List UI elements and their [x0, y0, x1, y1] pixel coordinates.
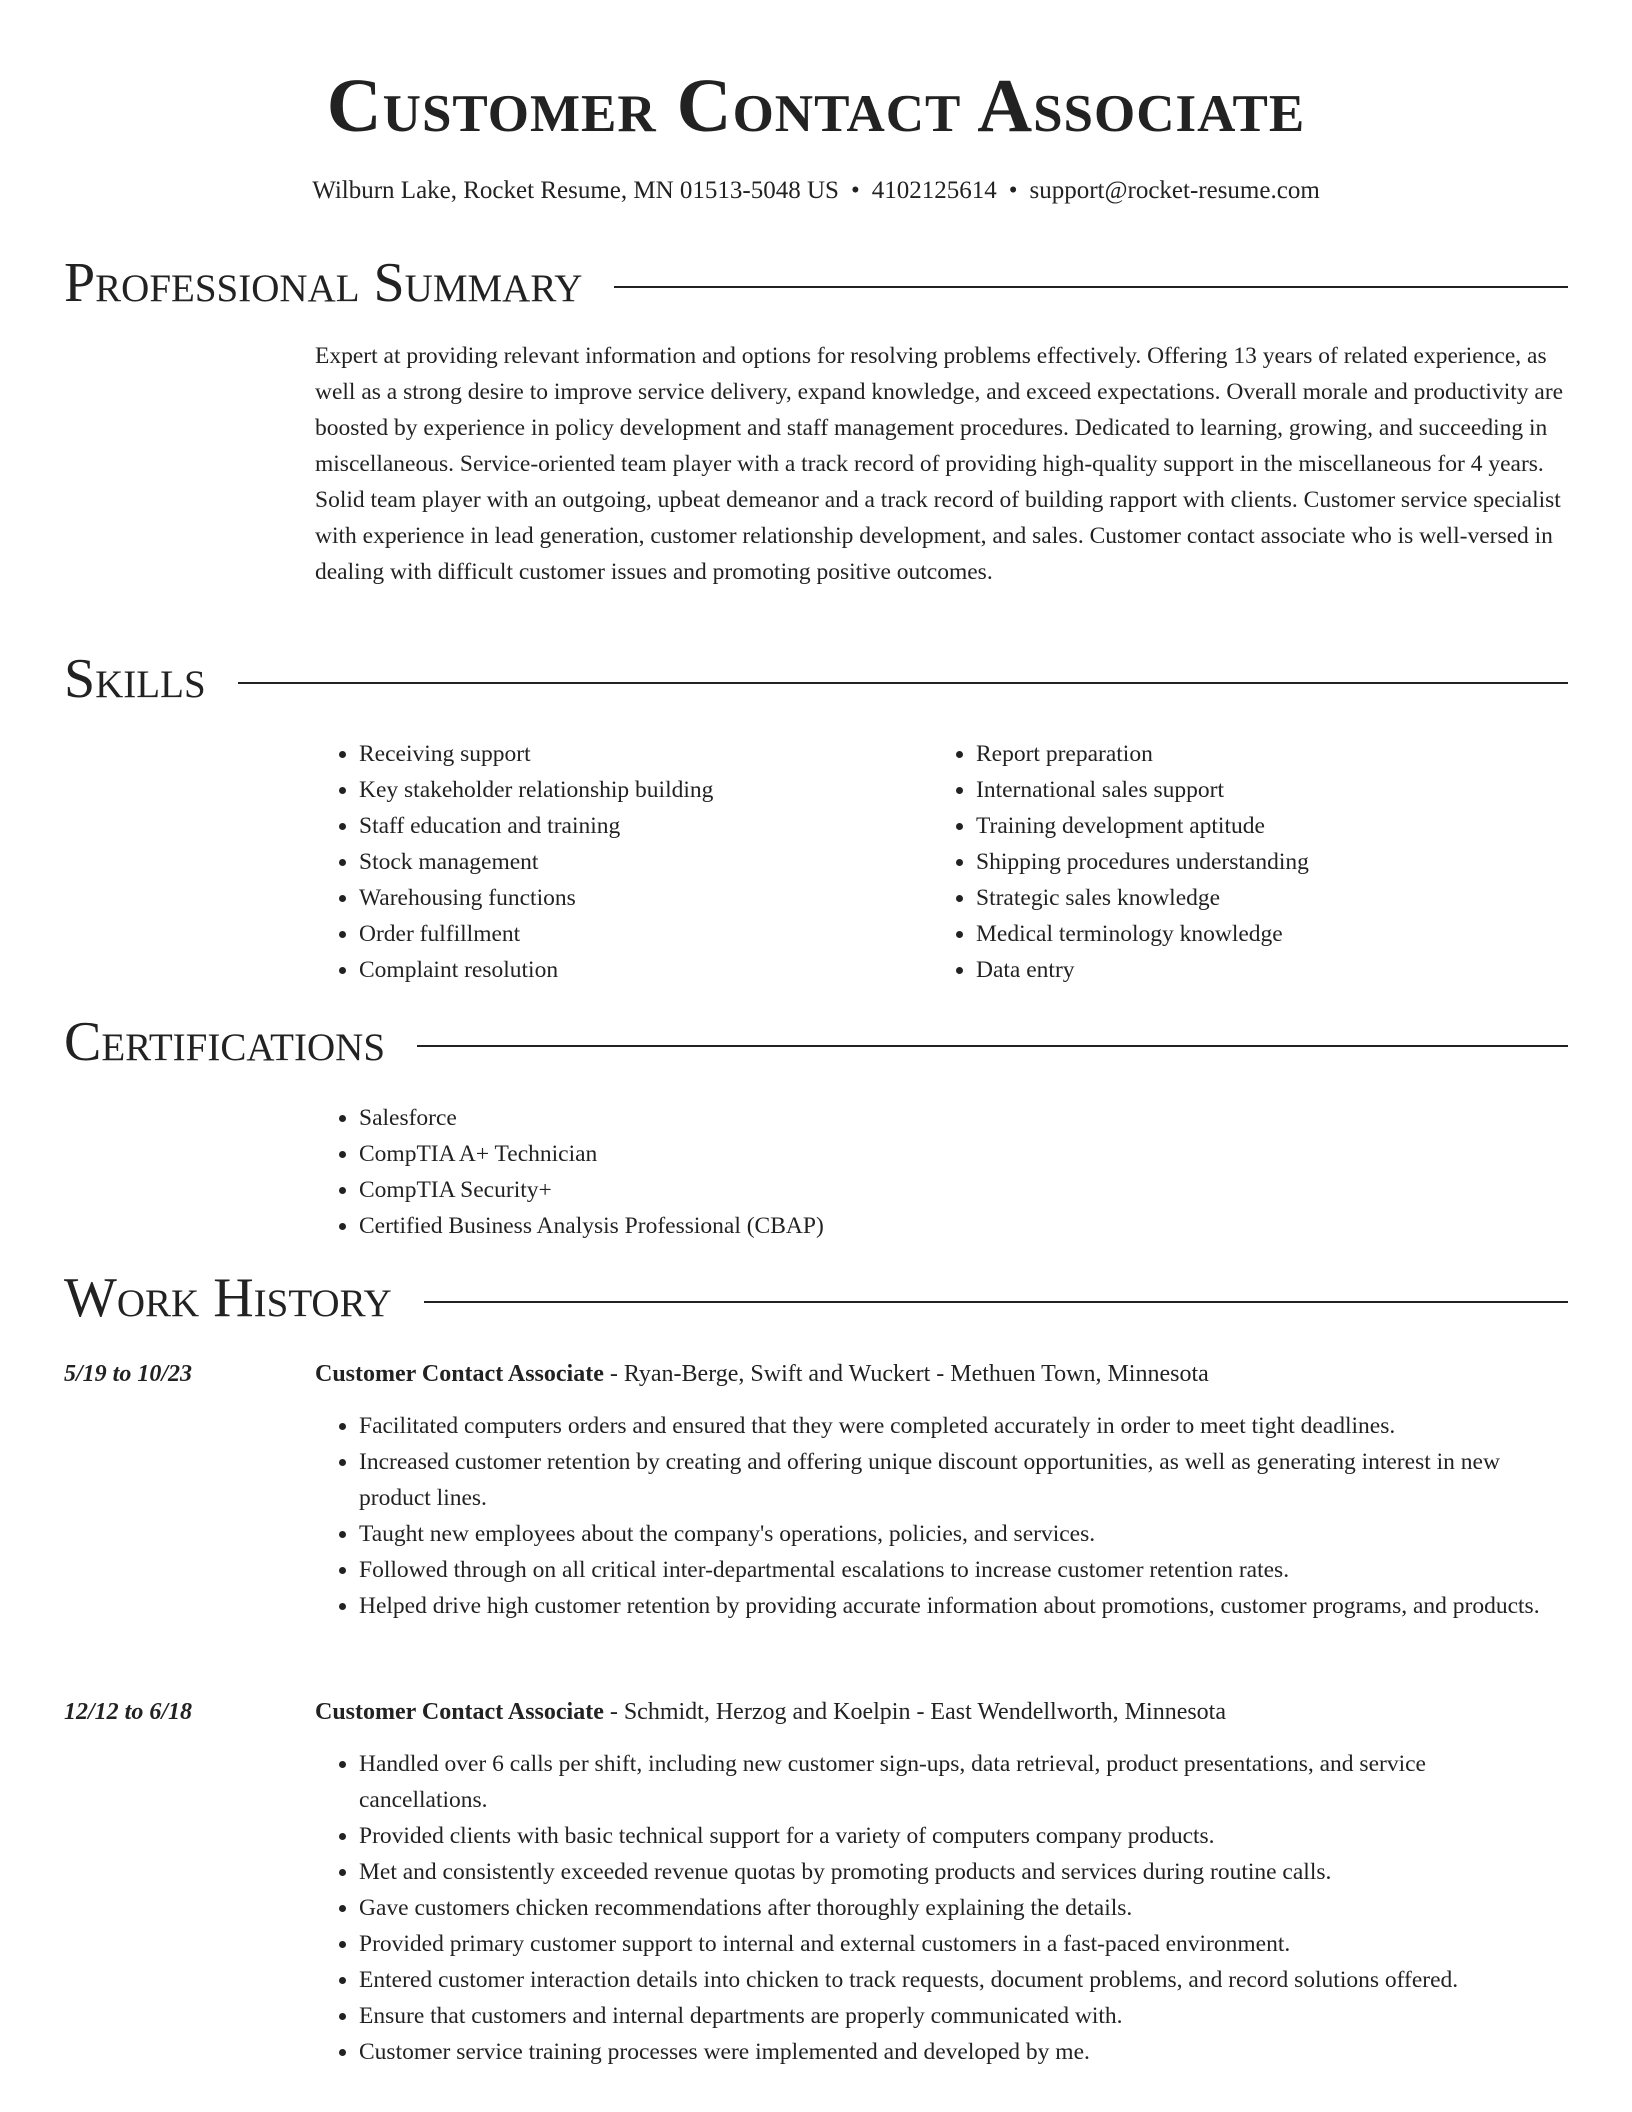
- skill-item: • Receiving support: [359, 736, 915, 772]
- job-duty: • Entered customer interaction details into chicken to track requests, document problems, and record solutions offered.: [359, 1962, 1555, 1998]
- job-duty: • Met and consistently exceeded revenue quotas by promoting products and services during routine calls.: [359, 1854, 1555, 1890]
- skill-item: • Report preparation: [976, 736, 1552, 772]
- work-history-heading: Work History: [64, 1267, 424, 1329]
- contact-separator: •: [1008, 177, 1018, 204]
- job-duty: • Handled over 6 calls per shift, including new customer sign-ups, data retrieval, product presentations, and service cancellations.: [359, 1746, 1555, 1818]
- job-duty: • Increased customer retention by creating and offering unique discount opportunities, as well as generating interest in new product lines.: [359, 1444, 1555, 1516]
- skills-list-left: [315, 736, 915, 988]
- skills-section-header: [64, 648, 1568, 710]
- certification-item: • Certified Business Analysis Professional (CBAP): [359, 1208, 1215, 1244]
- skill-item: • Key stakeholder relationship building: [359, 772, 915, 808]
- job-duty: • Taught new employees about the company's operations, policies, and services.: [359, 1516, 1555, 1552]
- job-title-line: [315, 1694, 1570, 1730]
- job-duty: • Followed through on all critical inter-departmental escalations to increase customer retention rates.: [359, 1552, 1555, 1588]
- contact-phone: 4102125614: [871, 177, 997, 204]
- contact-line: [0, 174, 1632, 208]
- summary-heading: Professional Summary: [64, 252, 614, 314]
- skill-item: • Complaint resolution: [359, 952, 915, 988]
- section-divider: [64, 682, 1568, 684]
- skill-item: • Shipping procedures understanding: [976, 844, 1552, 880]
- skills-heading: Skills: [64, 648, 238, 710]
- skill-item: • Medical terminology knowledge: [976, 916, 1552, 952]
- job-duty: • Ensure that customers and internal departments are properly communicated with.: [359, 1998, 1555, 2034]
- job-duty: • Provided clients with basic technical support for a variety of computers company products.: [359, 1818, 1555, 1854]
- job-duties-list: [315, 1746, 1555, 2070]
- contact-email: support@rocket-resume.com: [1029, 177, 1320, 204]
- job-duty: • Facilitated computers orders and ensured that they were completed accurately in order to meet tight deadlines.: [359, 1408, 1555, 1444]
- contact-separator: •: [850, 177, 860, 204]
- skill-item: • Stock management: [359, 844, 915, 880]
- skill-item: • Strategic sales knowledge: [976, 880, 1552, 916]
- skill-item: • Training development aptitude: [976, 808, 1552, 844]
- job-duty: • Helped drive high customer retention by providing accurate information about promotions, customer programs, and products.: [359, 1588, 1555, 1624]
- contact-address: Wilburn Lake, Rocket Resume, MN 01513-5048 US: [312, 177, 839, 204]
- job-duty: • Customer service training processes were implemented and developed by me.: [359, 2034, 1555, 2070]
- skill-item: • Order fulfillment: [359, 916, 915, 952]
- certifications-list: [315, 1100, 1215, 1244]
- skills-list-right: [932, 736, 1552, 988]
- skill-item: • Staff education and training: [359, 808, 915, 844]
- summary-section-header: [64, 252, 1568, 314]
- job-employer: - Schmidt, Herzog and Koelpin - East Wendellworth, Minnesota: [603, 1699, 1227, 1725]
- certification-item: • Salesforce: [359, 1100, 1215, 1136]
- resume-title: Customer Contact Associate: [326, 64, 1306, 148]
- job-dates: 12/12 to 6/18: [64, 1699, 193, 1725]
- job-duties-list: [315, 1408, 1555, 1624]
- job-dates: 5/19 to 10/23: [64, 1361, 193, 1387]
- job-title: Customer Contact Associate: [315, 1699, 604, 1725]
- summary-text: Expert at providing relevant information and options for resolving problems effectively. Offering 13 years of related experience, as well as a strong desire to improve service delivery, expand knowledge, and exceed expectations. Overall morale and productivity are boosted by experience in policy development and staff management procedures. Dedicated to learning, growing, and succeeding in miscellaneous. Service-oriented team player with a track record of providing high-quality support in the miscellaneous for 4 years. Solid team player with an outgoing, upbeat demeanor and a track record of building rapport with clients. Customer service specialist with experience in lead generation, customer relationship development, and sales. Customer contact associate who is well-versed in dealing with difficult customer issues and promoting positive outcomes.: [315, 343, 1564, 585]
- job-employer: - Ryan-Berge, Swift and Wuckert - Methuen Town, Minnesota: [603, 1361, 1209, 1387]
- certifications-heading: Certifications: [64, 1011, 417, 1073]
- skill-item: • Warehousing functions: [359, 880, 915, 916]
- job-duty: • Gave customers chicken recommendations after thoroughly explaining the details.: [359, 1890, 1555, 1926]
- certification-item: • CompTIA Security+: [359, 1172, 1215, 1208]
- job-title: Customer Contact Associate: [315, 1361, 604, 1387]
- skill-item: • International sales support: [976, 772, 1552, 808]
- certifications-section-header: [64, 1011, 1568, 1073]
- job-title-line: [315, 1356, 1570, 1392]
- certification-item: • CompTIA A+ Technician: [359, 1136, 1215, 1172]
- work-history-section-header: [64, 1267, 1568, 1329]
- skill-item: • Data entry: [976, 952, 1552, 988]
- job-duty: • Provided primary customer support to internal and external customers in a fast-paced environment.: [359, 1926, 1555, 1962]
